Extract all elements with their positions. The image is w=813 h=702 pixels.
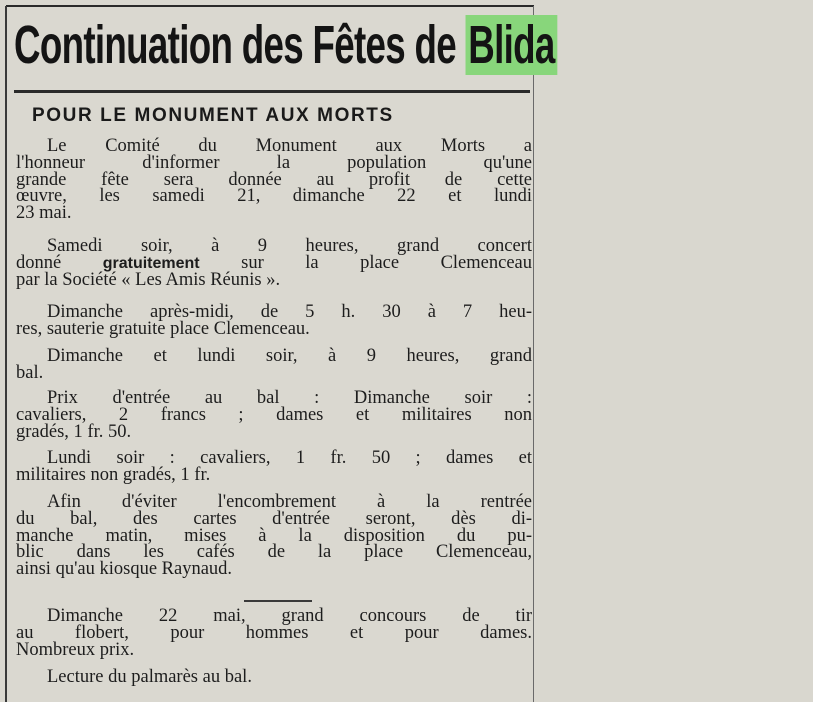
paragraph-6: [16, 450, 532, 484]
text-line: par la Société « Les Amis Réunis ».: [16, 269, 281, 290]
text-fragment: donné: [16, 252, 62, 273]
headline-rule: [14, 90, 530, 93]
text-line: Dimanche après-midi, de 5 h. 30 à 7 heu-: [47, 302, 532, 322]
paragraph-5: [16, 390, 532, 440]
text-line: militaires non gradés, 1 fr.: [16, 464, 211, 485]
text-line: Samedi soir, à 9 heures, grand concert: [47, 236, 532, 256]
highlighted-word: Blida: [466, 15, 558, 75]
text-line: manche matin, mises à la disposition du pu-: [16, 525, 532, 546]
text-line: Lundi soir : cavaliers, 1 fr. 50 ; dames et: [47, 448, 532, 468]
text-fragment: sur la place Clemenceau: [241, 252, 533, 273]
text-line: grande fête sera donnée au profit de cette: [16, 169, 532, 190]
headline-text: Continuation des Fêtes de: [14, 15, 457, 75]
paragraph-8: [16, 608, 532, 658]
text-line: au flobert, pour hommes et pour dames.: [16, 622, 532, 643]
text-line: res, sauterie gratuite place Clemenceau.: [16, 318, 310, 339]
text-line: gradés, 1 fr. 50.: [16, 421, 132, 442]
text-line: Dimanche et lundi soir, à 9 heures, grand: [47, 346, 532, 366]
text-line: Afin d'éviter l'encombrement à la rentrée: [47, 492, 532, 512]
text-line: bal.: [16, 362, 44, 383]
text-line: cavaliers, 2 francs ; dames et militaires non: [16, 404, 532, 425]
paragraph-9: [16, 669, 532, 686]
text-line: 23 mai.: [16, 203, 72, 224]
text-line: Le Comité du Monument aux Morts a: [47, 136, 532, 156]
headline-row: [14, 13, 555, 77]
right-border-rule: [533, 6, 534, 702]
subheadline: POUR LE MONUMENT AUX MORTS: [32, 105, 394, 126]
text-line: Prix d'entrée au bal : Dimanche soir :: [47, 388, 532, 408]
text-line: œuvre, les samedi 21, dimanche 22 et lundi: [16, 186, 532, 207]
text-line: ainsi qu'au kiosque Raynaud.: [16, 559, 233, 580]
paragraph-4: [16, 348, 532, 382]
top-border-rule: [6, 5, 534, 7]
text-line: Dimanche 22 mai, grand concours de tir: [47, 606, 532, 626]
text-line: l'honneur d'informer la population qu'une: [16, 152, 532, 173]
bold-word: gratuitement: [102, 254, 200, 272]
headline: [14, 13, 557, 77]
text-line: Nombreux prix.: [16, 639, 135, 660]
paragraph-1: [16, 138, 532, 222]
left-border-rule: [5, 6, 7, 702]
text-line: du bal, des cartes d'entrée seront, dès di-: [16, 508, 532, 529]
paragraph-7: [16, 494, 532, 578]
text-line: blic dans les cafés de la place Clemenceau,: [16, 542, 532, 563]
text-line: Lecture du palmarès au bal.: [47, 667, 252, 687]
paragraph-2: [16, 238, 532, 288]
section-separator: [244, 600, 312, 602]
paragraph-3: [16, 304, 532, 338]
